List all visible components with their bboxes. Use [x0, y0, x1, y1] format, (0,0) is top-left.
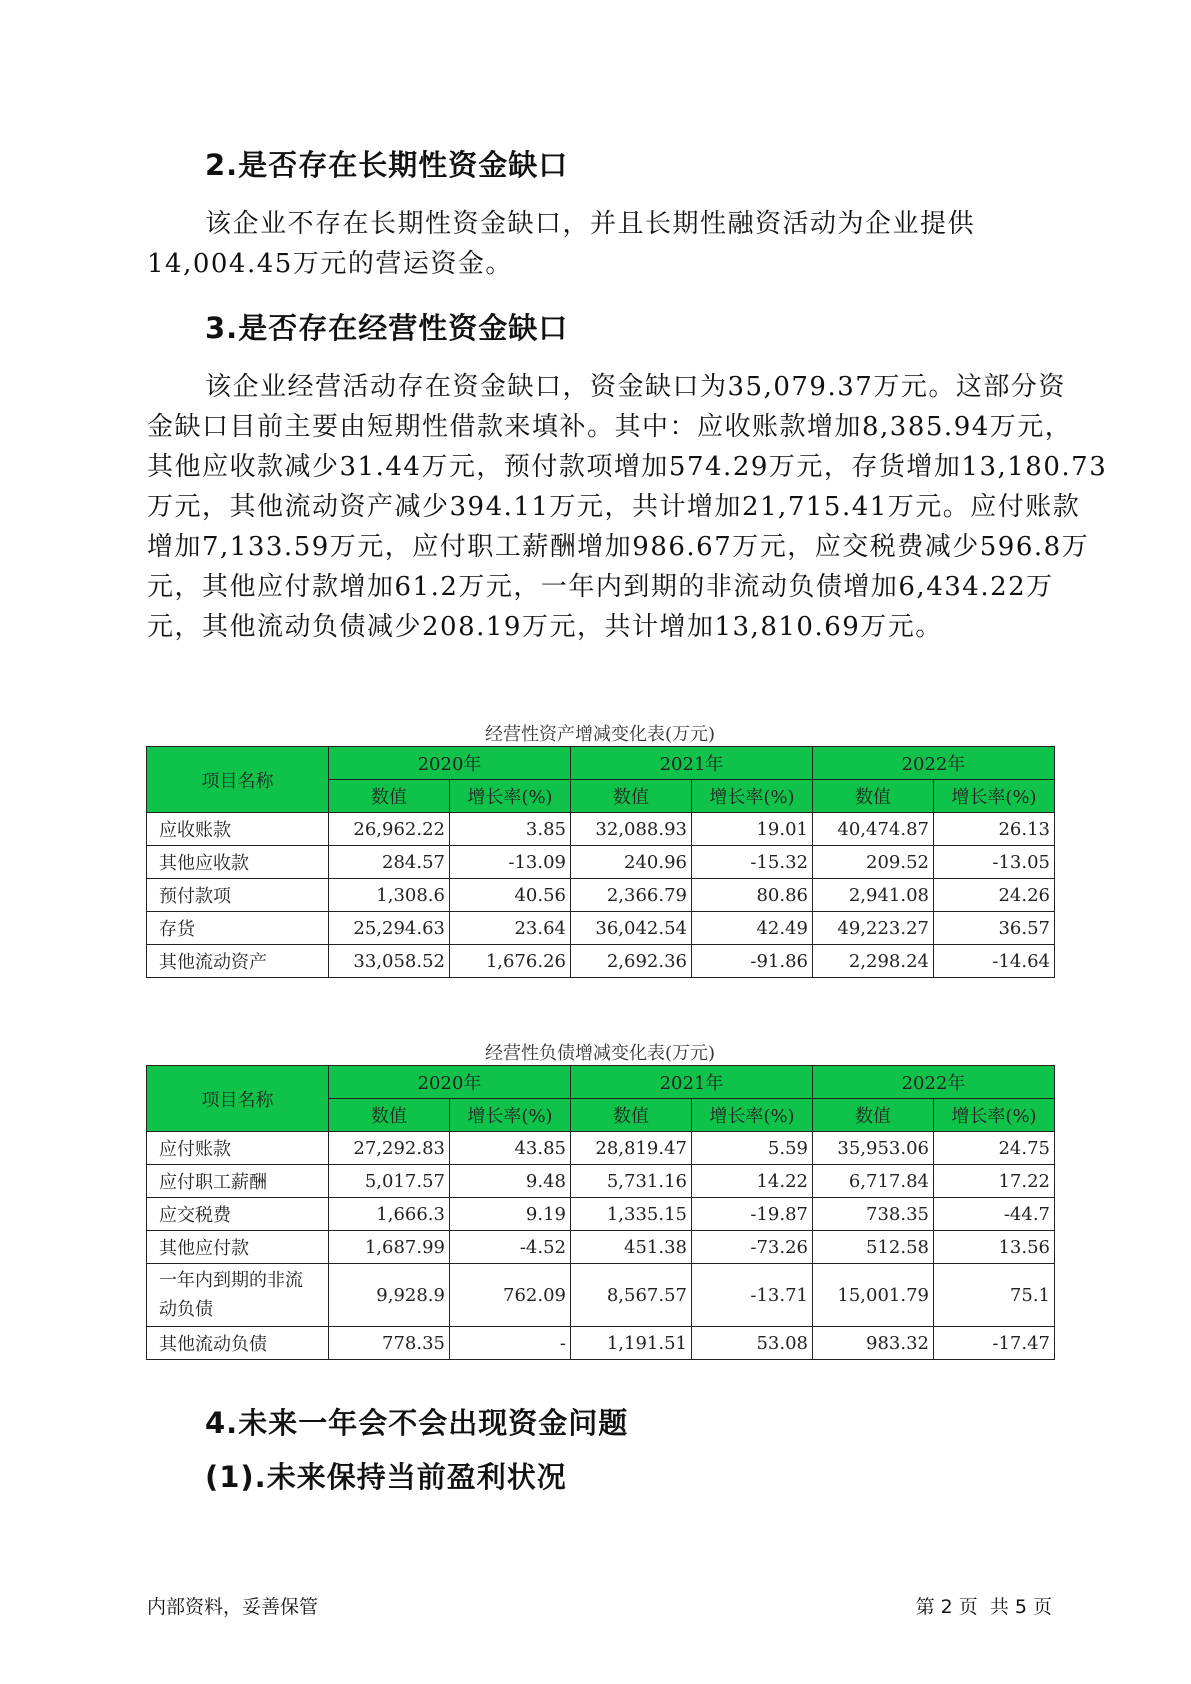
table-cell: 983.32 — [813, 1327, 934, 1360]
table-cell: -14.64 — [934, 945, 1055, 978]
table-row — [147, 1264, 1055, 1327]
table-cell: 40.56 — [450, 879, 571, 912]
paragraph-line: 14,004.45万元的营运资金。 — [147, 249, 513, 279]
table-cell: 512.58 — [813, 1231, 934, 1264]
table-row — [147, 813, 1055, 846]
table-cell: 40,474.87 — [813, 813, 934, 846]
section-heading-3: 3.是否存在经营性资金缺口 — [205, 311, 569, 345]
header-value: 数值 — [329, 780, 450, 813]
header-growth: 增长率(%) — [450, 780, 571, 813]
header-growth: 增长率(%) — [692, 1099, 813, 1132]
row-name: 应收账款 — [147, 813, 329, 846]
table-cell: 75.1 — [934, 1264, 1055, 1327]
row-name — [147, 1264, 329, 1327]
header-item-name: 项目名称 — [147, 1066, 329, 1132]
table-row — [147, 879, 1055, 912]
table-cell: 19.01 — [692, 813, 813, 846]
table-cell: 5,017.57 — [329, 1165, 450, 1198]
table-cell: 2,298.24 — [813, 945, 934, 978]
table-cell: -17.47 — [934, 1327, 1055, 1360]
footer-confidential-note: 内部资料，妥善保管 — [147, 1596, 319, 1618]
header-value: 数值 — [813, 1099, 934, 1132]
header-value: 数值 — [571, 780, 692, 813]
table-cell: 2,366.79 — [571, 879, 692, 912]
table-cell: 24.26 — [934, 879, 1055, 912]
row-name: 存货 — [147, 912, 329, 945]
table-cell: 80.86 — [692, 879, 813, 912]
table-cell: 778.35 — [329, 1327, 450, 1360]
row-name: 其他流动负债 — [147, 1327, 329, 1360]
section-subheading-4-1: (1).未来保持当前盈利状况 — [205, 1460, 567, 1494]
table-cell: 36.57 — [934, 912, 1055, 945]
header-value: 数值 — [813, 780, 934, 813]
table-cell: 23.64 — [450, 912, 571, 945]
table-cell: 26,962.22 — [329, 813, 450, 846]
table-cell: -13.05 — [934, 846, 1055, 879]
section-paragraph-3 — [147, 367, 1108, 647]
table-cell: -13.09 — [450, 846, 571, 879]
paragraph-line: 该企业经营活动存在资金缺口，资金缺口为35,079.37万元。这部分资 — [205, 372, 1066, 402]
table-cell: -19.87 — [692, 1198, 813, 1231]
section-heading-2: 2.是否存在长期性资金缺口 — [205, 148, 569, 182]
header-year: 2021年 — [571, 1066, 813, 1099]
table-cell: 209.52 — [813, 846, 934, 879]
table-row — [147, 1198, 1055, 1231]
header-year: 2020年 — [329, 747, 571, 780]
table-row — [147, 846, 1055, 879]
section-paragraph-2 — [147, 204, 1057, 284]
header-year: 2022年 — [813, 747, 1055, 780]
table-cell: 1,335.15 — [571, 1198, 692, 1231]
table-cell: -91.86 — [692, 945, 813, 978]
header-year: 2021年 — [571, 747, 813, 780]
header-growth: 增长率(%) — [450, 1099, 571, 1132]
header-growth: 增长率(%) — [934, 1099, 1055, 1132]
table-cell: 42.49 — [692, 912, 813, 945]
table-cell: 6,717.84 — [813, 1165, 934, 1198]
table-cell: 9.48 — [450, 1165, 571, 1198]
table-row — [147, 1327, 1055, 1360]
table-cell: -15.32 — [692, 846, 813, 879]
table-cell: 1,191.51 — [571, 1327, 692, 1360]
header-item-name: 项目名称 — [147, 747, 329, 813]
row-name: 其他流动资产 — [147, 945, 329, 978]
paragraph-line: 元，其他流动负债减少208.19万元，共计增加13,810.69万元。 — [147, 612, 943, 642]
table-cell: 32,088.93 — [571, 813, 692, 846]
table-cell: -44.7 — [934, 1198, 1055, 1231]
liabilities-table — [146, 1065, 1055, 1360]
table-cell: 25,294.63 — [329, 912, 450, 945]
paragraph-line: 增加7,133.59万元，应付职工薪酬增加986.67万元，应交税费减少596.8万 — [147, 532, 1090, 562]
table-cell: 35,953.06 — [813, 1132, 934, 1165]
table-cell: 24.75 — [934, 1132, 1055, 1165]
table-cell: 2,692.36 — [571, 945, 692, 978]
table-cell: 1,308.6 — [329, 879, 450, 912]
table-cell: 15,001.79 — [813, 1264, 934, 1327]
table-cell: 33,058.52 — [329, 945, 450, 978]
table-row — [147, 912, 1055, 945]
table-cell: 26.13 — [934, 813, 1055, 846]
table-cell: 5,731.16 — [571, 1165, 692, 1198]
table-cell: 1,687.99 — [329, 1231, 450, 1264]
table-cell: 43.85 — [450, 1132, 571, 1165]
table-cell: -73.26 — [692, 1231, 813, 1264]
table-cell: 9,928.9 — [329, 1264, 450, 1327]
header-growth: 增长率(%) — [934, 780, 1055, 813]
header-value: 数值 — [329, 1099, 450, 1132]
assets-table — [146, 746, 1055, 978]
table-cell: 49,223.27 — [813, 912, 934, 945]
row-name: 其他应收款 — [147, 846, 329, 879]
row-name-line: 动负债 — [159, 1299, 213, 1320]
table-row — [147, 1165, 1055, 1198]
table-cell: 9.19 — [450, 1198, 571, 1231]
table-cell: 2,941.08 — [813, 879, 934, 912]
table-row — [147, 945, 1055, 978]
paragraph-line: 其他应收款减少31.44万元，预付款项增加574.29万元，存货增加13,180.73 — [147, 452, 1108, 482]
table-caption-assets: 经营性资产增减变化表(万元) — [484, 724, 716, 745]
table-cell: 284.57 — [329, 846, 450, 879]
table-cell: 14.22 — [692, 1165, 813, 1198]
table-cell: - — [450, 1327, 571, 1360]
table-cell: 738.35 — [813, 1198, 934, 1231]
row-name: 预付款项 — [147, 879, 329, 912]
paragraph-line: 金缺口目前主要由短期性借款来填补。其中：应收账款增加8,385.94万元， — [147, 412, 1073, 442]
header-growth: 增长率(%) — [692, 780, 813, 813]
table-row — [147, 1231, 1055, 1264]
table-cell: 1,676.26 — [450, 945, 571, 978]
paragraph-line: 元，其他应付款增加61.2万元，一年内到期的非流动负债增加6,434.22万 — [147, 572, 1054, 602]
header-value: 数值 — [571, 1099, 692, 1132]
table-cell: 28,819.47 — [571, 1132, 692, 1165]
section-heading-4: 4.未来一年会不会出现资金问题 — [205, 1406, 629, 1440]
table-caption-liabilities: 经营性负债增减变化表(万元) — [484, 1043, 716, 1064]
table-cell: 17.22 — [934, 1165, 1055, 1198]
table-cell: 1,666.3 — [329, 1198, 450, 1231]
table-cell: 240.96 — [571, 846, 692, 879]
footer-page-number: 第 2 页 共 5 页 — [915, 1596, 1052, 1618]
row-name: 应交税费 — [147, 1198, 329, 1231]
table-cell: 762.09 — [450, 1264, 571, 1327]
paragraph-line: 万元，其他流动资产减少394.11万元，共计增加21,715.41万元。应付账款 — [147, 492, 1081, 522]
table-cell: -13.71 — [692, 1264, 813, 1327]
table-row — [147, 1132, 1055, 1165]
header-year: 2020年 — [329, 1066, 571, 1099]
table-cell: -4.52 — [450, 1231, 571, 1264]
header-year: 2022年 — [813, 1066, 1055, 1099]
table-cell: 451.38 — [571, 1231, 692, 1264]
table-cell: 13.56 — [934, 1231, 1055, 1264]
row-name: 应付职工薪酬 — [147, 1165, 329, 1198]
table-cell: 27,292.83 — [329, 1132, 450, 1165]
table-cell: 3.85 — [450, 813, 571, 846]
paragraph-line: 该企业不存在长期性资金缺口，并且长期性融资活动为企业提供 — [205, 209, 976, 239]
table-cell: 53.08 — [692, 1327, 813, 1360]
row-name-line: 一年内到期的非流 — [159, 1270, 303, 1291]
row-name: 其他应付款 — [147, 1231, 329, 1264]
table-cell: 36,042.54 — [571, 912, 692, 945]
table-cell: 5.59 — [692, 1132, 813, 1165]
table-cell: 8,567.57 — [571, 1264, 692, 1327]
row-name: 应付账款 — [147, 1132, 329, 1165]
